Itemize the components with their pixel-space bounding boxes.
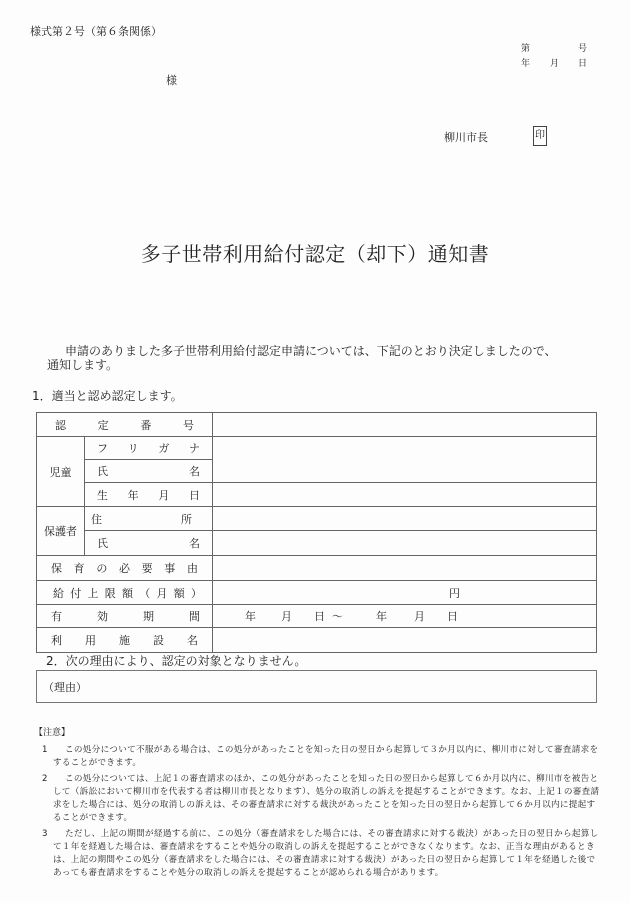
char: 日	[188, 488, 200, 502]
yen-unit: 円	[449, 586, 460, 600]
char: ナ	[188, 442, 200, 455]
issuer-name: 柳川市長	[444, 131, 488, 144]
char: 氏	[97, 465, 108, 478]
char: 上	[87, 586, 99, 600]
char: リ	[127, 442, 139, 455]
char: 施	[119, 634, 130, 647]
addressee-suffix: 様	[166, 74, 177, 87]
char: 号	[182, 418, 194, 432]
period-start-year: 年	[245, 610, 256, 623]
notes-heading: 【注意】	[34, 728, 71, 738]
char: 要	[141, 562, 153, 575]
char: 額	[122, 586, 133, 600]
char: 設	[153, 634, 164, 647]
value-cert-number[interactable]	[213, 413, 597, 437]
char: 認	[55, 418, 66, 432]
note-item-1	[42, 744, 602, 770]
char: フ	[97, 442, 108, 455]
label-benefit-limit	[37, 581, 213, 605]
char: ）	[191, 586, 202, 600]
note-item-3	[42, 828, 602, 880]
char: 保	[51, 562, 62, 575]
value-guardian-address[interactable]	[213, 507, 597, 531]
label-child-name	[85, 460, 213, 483]
char: 限	[104, 586, 116, 600]
label-guardian-group: 保護者	[37, 507, 85, 556]
char: 給	[53, 586, 64, 600]
char: 月	[158, 488, 170, 502]
body-line-2: 通知します。	[47, 358, 119, 372]
char: ガ	[158, 442, 170, 455]
char: 年	[127, 488, 139, 502]
note-number: 2	[42, 774, 48, 784]
char: 由	[186, 562, 198, 575]
note-number: 3	[42, 829, 48, 839]
page-title: 多子世帯利用給付認定（却下）通知書	[140, 242, 490, 266]
char: 付	[70, 586, 82, 600]
period-end-month: 月	[414, 610, 425, 623]
char: 間	[189, 610, 200, 623]
label-guardian-address	[85, 507, 213, 531]
form-number: 様式第２号（第６条関係）	[30, 25, 162, 38]
section2-heading: 2．次の理由により、認定の対象となりません。	[46, 654, 307, 668]
period-start-day: 日	[314, 610, 325, 623]
char: 所	[181, 512, 192, 526]
body-line-1: 申請のありました多子世帯利用給付認定申請については、下記のとおり決定しましたので、	[65, 344, 557, 358]
char: 番	[140, 418, 152, 432]
label-child-furigana	[85, 437, 213, 460]
value-facility-name[interactable]	[213, 628, 597, 653]
char: の	[96, 562, 108, 575]
doc-no-suffix: 号	[578, 44, 588, 54]
period-tilde: ～	[332, 610, 343, 623]
char: 名	[189, 465, 200, 478]
date-day: 日	[578, 59, 588, 69]
char: 必	[118, 562, 130, 575]
label-guardian-name	[85, 531, 213, 556]
label-facility-name	[37, 628, 213, 653]
note-item-2	[42, 773, 602, 825]
char: 事	[164, 562, 176, 575]
label-reason-for-care	[37, 556, 213, 581]
certification-table	[36, 412, 597, 653]
note-number: 1	[42, 745, 48, 755]
note-text: ただし、上記の期間が経過する前に、この処分（審査請求をした場合には、その審査請求に対する裁決）があった日の翌日から起算して１年を経過した場合は、審査請求をすることや処分の取消しの訴えを提起することができなくなります。なお、正当な理由があるときは、上記の期間やこの処分（審査請求をした場合には、その審査請求に対する裁決）があった日の翌日から起算して１年を経過した後であっても審査請求をすることや処分の取消しの訴えを提起することが認められる場合があります。	[53, 829, 599, 878]
value-child-birthdate[interactable]	[213, 483, 597, 507]
char: 定	[97, 418, 109, 432]
char: 名	[187, 634, 198, 647]
char: 氏	[97, 537, 108, 550]
label-cert-number	[37, 413, 213, 437]
value-child-name[interactable]	[213, 437, 597, 483]
seal-mark: 印	[533, 126, 547, 146]
label-child-birthdate	[85, 483, 213, 507]
section1-heading: 1．適当と認め認定します。	[32, 389, 183, 403]
period-end-day: 日	[447, 610, 458, 623]
value-validity-period[interactable]	[213, 605, 597, 628]
char: 育	[73, 562, 85, 575]
reason-label: （理由）	[43, 681, 87, 694]
note-text: この処分について不服がある場合は、この処分があったことを知った日の翌日から起算して３か月以内に、柳川市に対して審査請求をすることができます。	[53, 745, 599, 768]
note-text: この処分については、上記１の審査請求のほか、この処分があったことを知った日の翌日から起算して６か月以内に、柳川市を被告として（訴訟において柳川市を代表する者は柳川市長となります）、処分の取消しの訴えを提起することができます。なお、上記１の審査請求をした場合には、処分の取消しの訴えは、その審査請求に対する裁決があったことを知った日の翌日から起算して６か月以内に提起することができます。	[53, 774, 600, 823]
period-start-month: 月	[281, 610, 292, 623]
value-guardian-name[interactable]	[213, 531, 597, 556]
char: 生	[97, 488, 108, 502]
doc-no-prefix: 第	[521, 44, 531, 54]
char: 住	[91, 512, 102, 526]
value-benefit-limit[interactable]	[213, 581, 597, 605]
period-end-year: 年	[376, 610, 387, 623]
date-year: 年	[521, 59, 531, 69]
char: 利	[51, 634, 62, 647]
char: （	[139, 586, 151, 600]
char: 期	[143, 610, 154, 623]
label-child-group: 児童	[37, 437, 85, 507]
char: 名	[189, 537, 200, 550]
char: 有	[51, 610, 62, 623]
value-reason-for-care[interactable]	[213, 556, 597, 581]
char: 月	[156, 586, 168, 600]
label-validity-period	[37, 605, 213, 628]
date-month: 月	[550, 59, 560, 69]
char: 額	[173, 586, 185, 600]
char: 用	[85, 634, 96, 647]
reason-box[interactable]	[36, 670, 597, 703]
char: 効	[97, 610, 108, 623]
